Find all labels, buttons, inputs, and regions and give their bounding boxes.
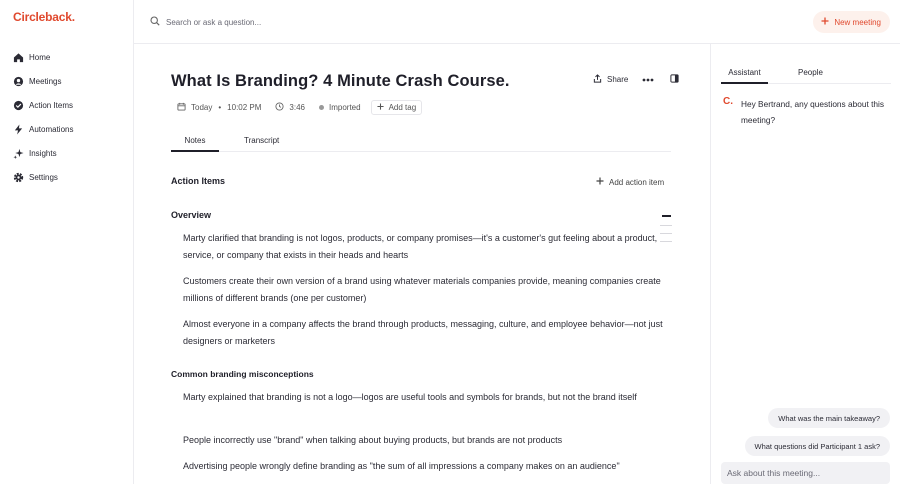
- tab-people[interactable]: People: [798, 68, 823, 77]
- tab-transcript[interactable]: Transcript: [244, 136, 280, 145]
- assistant-panel: [710, 44, 900, 484]
- meeting-date: [177, 102, 212, 113]
- meeting-duration: [275, 102, 305, 113]
- check-circle-icon: [12, 99, 24, 111]
- meeting-source: [319, 103, 361, 112]
- sidebar-item-label: Insights: [29, 148, 57, 158]
- sparkle-icon: [12, 147, 24, 159]
- meeting-notes-panel: [134, 44, 710, 484]
- plus-icon: [377, 103, 384, 112]
- sidebar-item-label: Settings: [29, 172, 58, 182]
- duration-label: 3:46: [289, 103, 305, 112]
- top-bar: [134, 0, 900, 44]
- toggle-panel-icon[interactable]: [670, 74, 679, 85]
- misconception-item: Marty explained that branding is not a logo—logos are useful tools and symbols for brands, but not the brand itself: [183, 392, 637, 402]
- sidebar-item-automations[interactable]: [0, 117, 133, 141]
- assistant-logo: C.: [723, 96, 733, 107]
- share-button[interactable]: [593, 74, 628, 85]
- sidebar-item-settings[interactable]: [0, 165, 133, 189]
- plus-icon: [821, 17, 829, 27]
- suggestion-chip[interactable]: What questions did Participant 1 ask?: [745, 436, 891, 456]
- share-icon: [593, 74, 602, 85]
- new-meeting-label: New meeting: [834, 17, 881, 27]
- calendar-icon: [177, 102, 186, 113]
- clock-icon: [275, 102, 284, 113]
- add-tag-button[interactable]: [371, 100, 423, 115]
- meetings-icon: [12, 75, 24, 87]
- sidebar-item-home[interactable]: [0, 45, 133, 69]
- misconceptions-heading: Common branding misconceptions: [171, 369, 314, 379]
- add-action-item-button[interactable]: [596, 177, 664, 187]
- more-options-icon[interactable]: [642, 75, 654, 84]
- action-items-heading: Action Items: [171, 176, 226, 186]
- share-label: Share: [607, 75, 629, 84]
- sidebar-nav: [0, 45, 133, 189]
- sidebar: [0, 0, 134, 484]
- suggestion-chip[interactable]: What was the main takeaway?: [768, 408, 890, 428]
- lightning-icon: [12, 123, 24, 135]
- ask-input[interactable]: [721, 462, 890, 484]
- page-title: What Is Branding? 4 Minute Crash Course.: [171, 72, 510, 90]
- sidebar-item-meetings[interactable]: [0, 69, 133, 93]
- time-label: 10:02 PM: [227, 103, 262, 112]
- tab-notes[interactable]: Notes: [171, 136, 219, 152]
- collapse-icon[interactable]: [662, 215, 671, 217]
- title-actions: [593, 74, 679, 85]
- add-action-item-label: Add action item: [609, 177, 665, 187]
- circleback-logo[interactable]: [13, 10, 75, 24]
- imported-dot-icon: [319, 105, 324, 110]
- tab-assistant[interactable]: Assistant: [721, 68, 768, 84]
- notes-tabs: [171, 130, 671, 152]
- sidebar-item-label: Meetings: [29, 76, 62, 86]
- overview-item: Customers create their own version of a brand using whatever materials companies provide, meaning companies create millions of different brands (one per customer): [183, 276, 661, 303]
- search-icon: [150, 16, 160, 28]
- date-label: Today: [191, 103, 213, 112]
- overview-heading: Overview: [171, 210, 212, 220]
- source-label: Imported: [329, 103, 361, 112]
- add-tag-label: Add tag: [388, 103, 417, 112]
- new-meeting-button[interactable]: [813, 11, 890, 33]
- logo-text: Circleback: [13, 10, 72, 24]
- sidebar-item-insights[interactable]: [0, 141, 133, 165]
- meeting-meta: [177, 100, 422, 115]
- overview-item: Almost everyone in a company affects the brand through products, messaging, culture, and employee behavior—not just designers or marketers: [183, 319, 663, 346]
- misconception-item: Advertising people wrongly define branding as "the sum of all impressions a company makes on an audience": [183, 461, 620, 471]
- sidebar-item-label: Action Items: [29, 100, 74, 110]
- logo-dot: .: [71, 10, 75, 24]
- plus-icon: [596, 177, 604, 187]
- sidebar-item-label: Automations: [29, 124, 74, 134]
- home-icon: [12, 51, 24, 63]
- overview-item: Marty clarified that branding is not logos, products, or company promises—it's a customer's gut feeling about a product, service, or company that exists in their heads and hearts: [183, 233, 658, 260]
- search-box[interactable]: [150, 14, 450, 30]
- assistant-tabs: [721, 66, 891, 84]
- search-input[interactable]: [166, 18, 426, 27]
- sidebar-item-action-items[interactable]: [0, 93, 133, 117]
- assistant-greeting: Hey Bertrand, any questions about this meeting?: [741, 99, 884, 125]
- meta-bullet: •: [218, 103, 222, 112]
- gear-icon: [12, 171, 24, 183]
- sidebar-item-label: Home: [29, 52, 51, 62]
- misconception-item: People incorrectly use "brand" when talking about buying products, but brands are not products: [183, 435, 563, 445]
